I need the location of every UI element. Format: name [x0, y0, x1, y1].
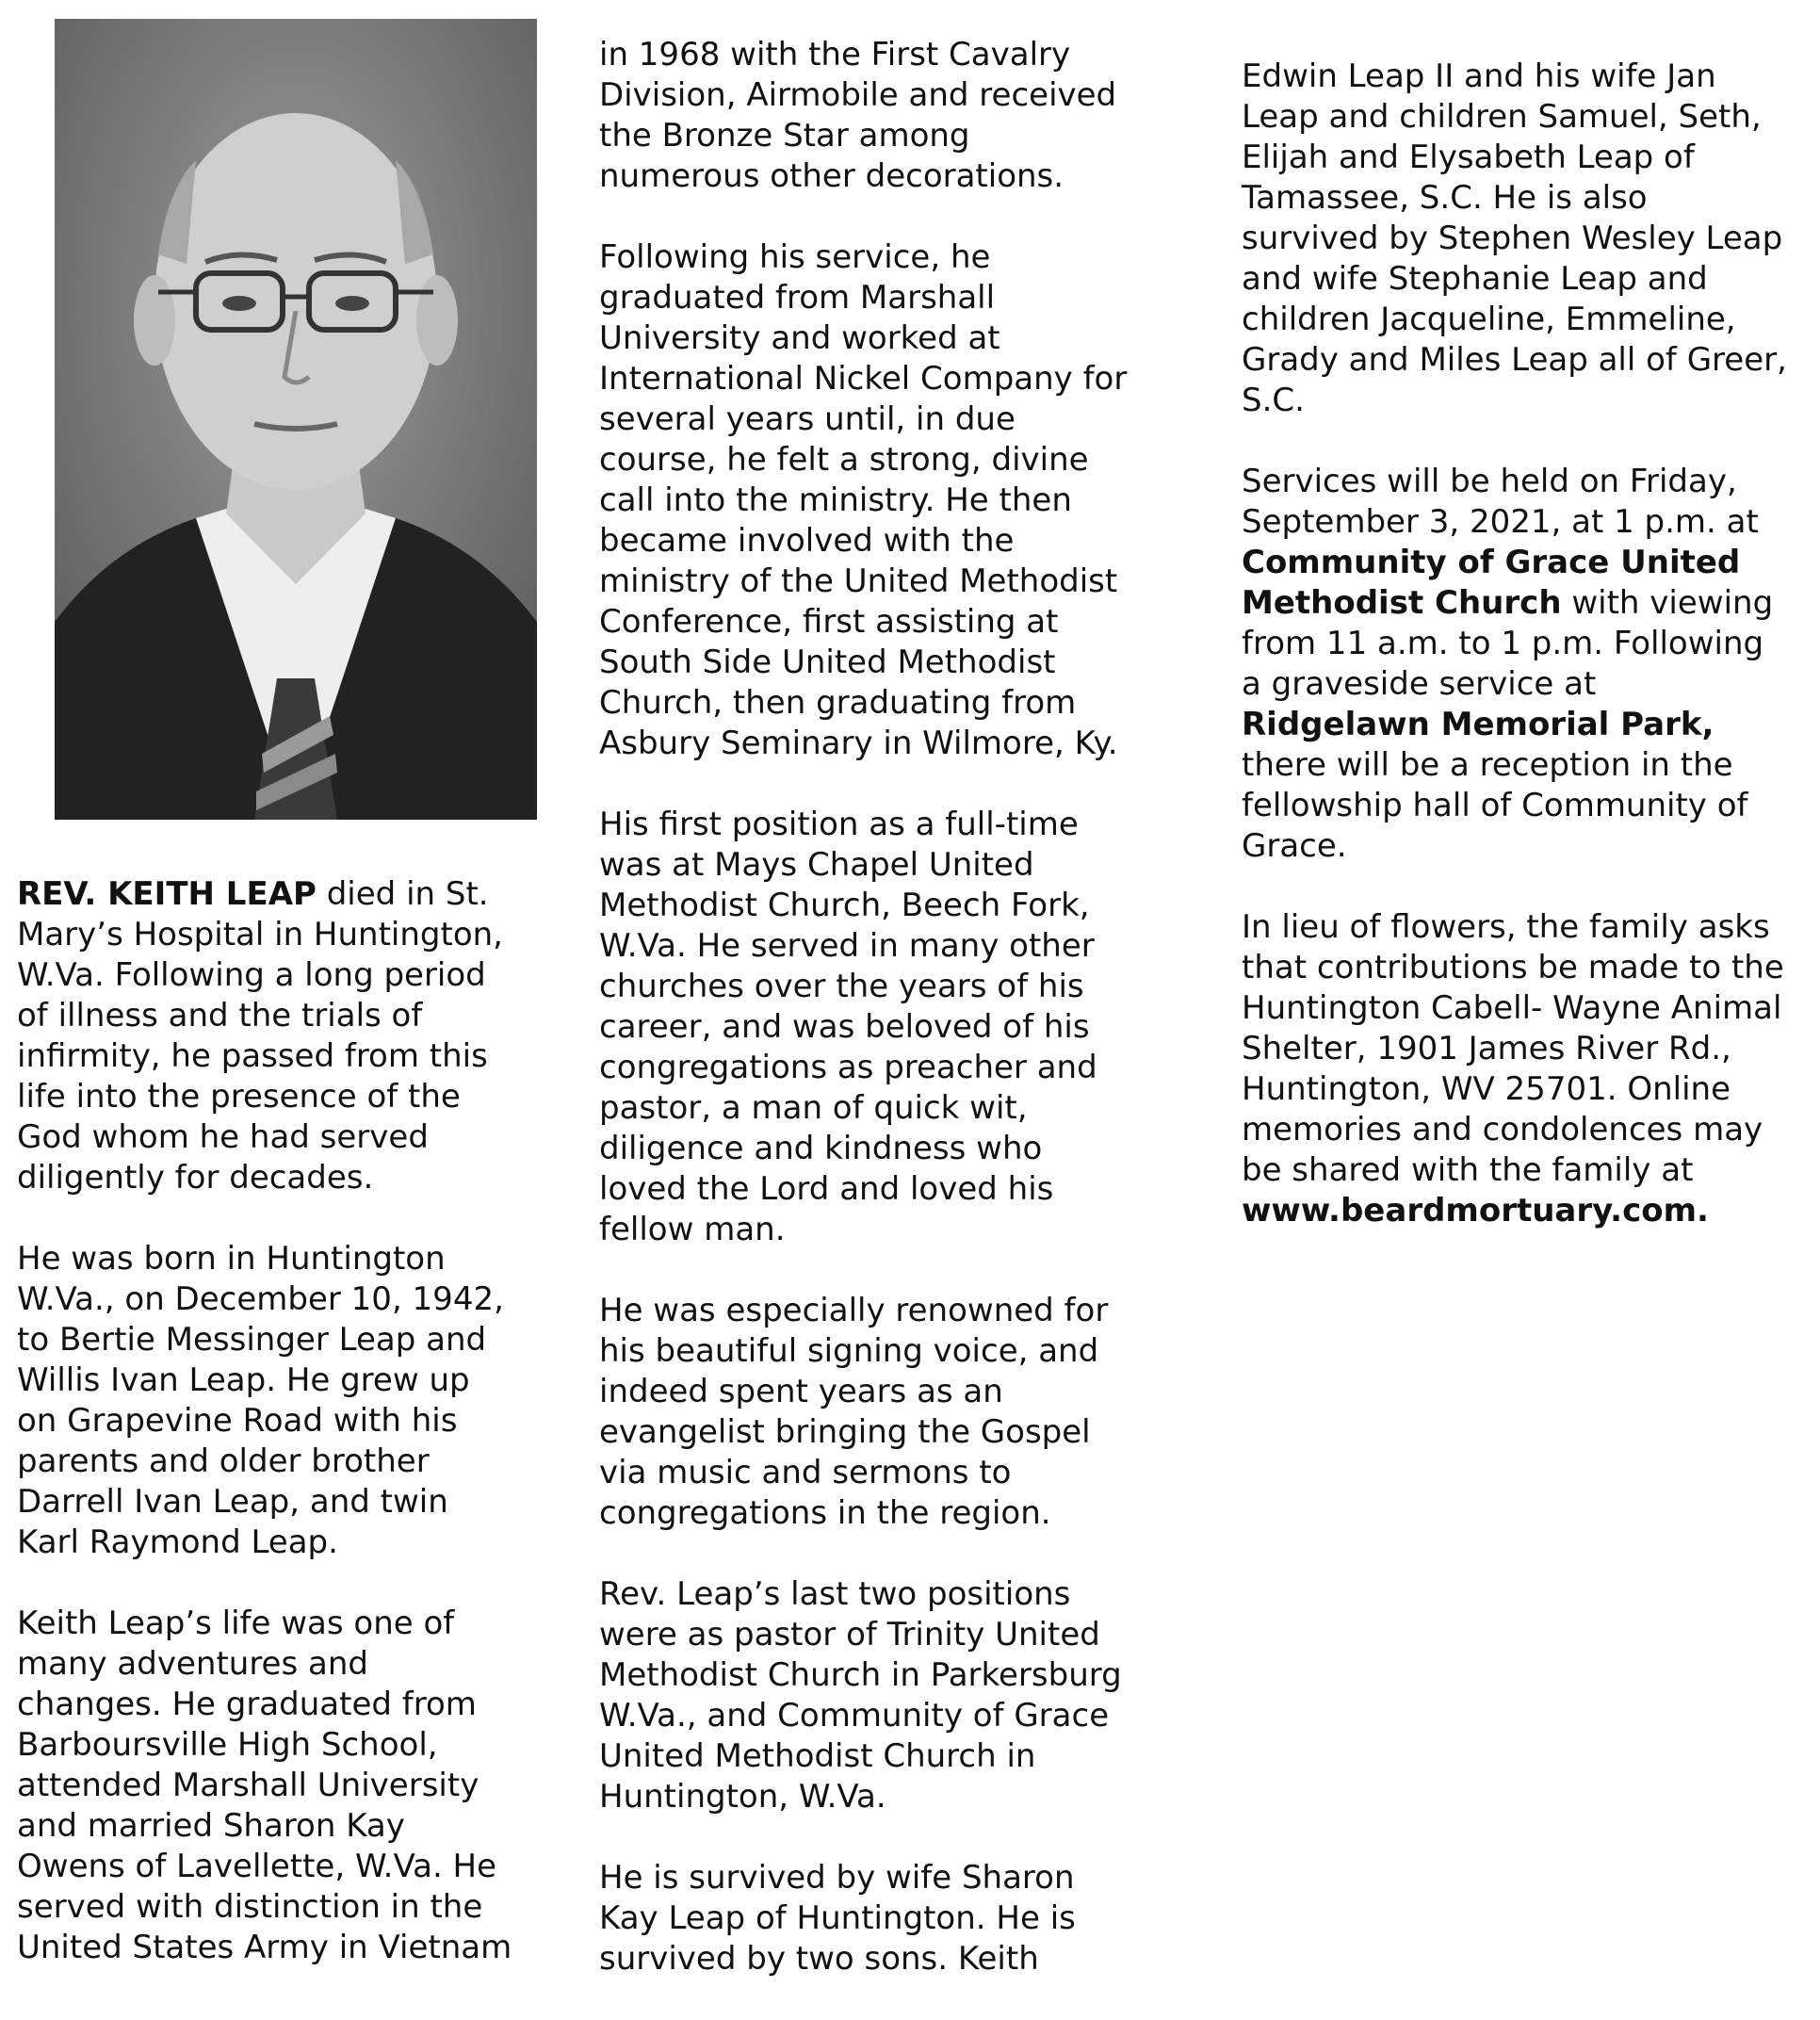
- column-3: [1242, 57, 1807, 1272]
- column-1: [17, 874, 540, 2009]
- paragraph-services: Services will be held on Friday, September 3, 2021, at 1 p.m. at Community of Grace United Methodist Church with viewing from 11 a.m. to 1 p.m. Following a graveside service at Ridgelawn Memorial Park, there will be a reception in the fellowship hall of Community of Grace.: [1242, 463, 1774, 865]
- church-name-2: Methodist Church: [1242, 584, 1562, 622]
- deceased-name: REV. KEITH LEAP: [17, 875, 317, 913]
- paragraph-first-position: His first position as a full-time was at Mays Chapel United Methodist Church, Beech Fork, W.Va. He served in many other churches over the years of his career, and was beloved of his congregations as preacher and pastor, a man of quick wit, diligence and kindness who loved the Lord and loved his fellow man.: [599, 806, 1097, 1248]
- mortuary-website-link[interactable]: www.beardmortuary.com.: [1242, 1192, 1709, 1230]
- church-name: Community of Grace United: [1242, 544, 1741, 581]
- paragraph-education-ministry: Following his service, he graduated from Marshall University and worked at International Nickel Company for several years until, in due course, he felt a strong, divine call into the ministry. He then became involved with the ministry of the United Methodist Conference, first assisting at South Side United Methodist Church, then graduating from Asbury Seminary in Wilmore, Ky.: [599, 238, 1128, 762]
- cemetery-name: Ridgelawn Memorial Park,: [1242, 706, 1714, 743]
- paragraph-military: in 1968 with the First Cavalry Division, Airmobile and received the Bronze Star among numerous other decorations.: [599, 36, 1117, 195]
- column-2: [599, 35, 1176, 2020]
- portrait-photo: [55, 19, 537, 820]
- paragraph-life: Keith Leap’s life was one of many adventures and changes. He graduated from Barboursville High School, attended Marshall University and married Sharon Kay Owens of Lavellette, W.Va. He served with distinction in the United States Army in Vietnam: [17, 1605, 512, 1966]
- paragraph-birth: He was born in Huntington W.Va., on December 10, 1942, to Bertie Messinger Leap and Willis Ivan Leap. He grew up on Grapevine Road with his parents and older brother Darrell Ivan Leap, and twin Karl Raymond Leap.: [17, 1240, 504, 1561]
- portrait-photo-icon: [55, 19, 537, 820]
- paragraph-voice: He was especially renowned for his beautiful signing voice, and indeed spent years as an evangelist bringing the Gospel via music and sermons to congregations in the region.: [599, 1292, 1109, 1532]
- paragraph-death-notice: REV. KEITH LEAP died in St. Mary’s Hospital in Huntington, W.Va. Following a long period of illness and the trials of infirmity, he passed from this life into the presence of the God whom he had served diligently for decades.: [17, 875, 503, 1197]
- paragraph-survivors: He is survived by wife Sharon Kay Leap of Huntington. He is survived by two sons. Keith: [599, 1859, 1076, 1978]
- paragraph-last-positions: Rev. Leap’s last two positions were as pastor of Trinity United Methodist Church in Parkersburg W.Va., and Community of Grace United Methodist Church in Huntington, W.Va.: [599, 1575, 1122, 1816]
- paragraph-survivors-continued: Edwin Leap II and his wife Jan Leap and children Samuel, Seth, Elijah and Elysabeth Leap of Tamassee, S.C. He is also survived by Stephen Wesley Leap and wife Stephanie Leap and children Jacqueline, Emmeline, Grady and Miles Leap all of Greer, S.C.: [1242, 57, 1787, 419]
- paragraph-donations: In lieu of flowers, the family asks that contributions be made to the Huntington Cabell- Wayne Animal Shelter, 1901 James River Rd., Huntington, WV 25701. Online memories and condolences may be shared with the family at www.beardmortuary.com.: [1242, 908, 1784, 1230]
